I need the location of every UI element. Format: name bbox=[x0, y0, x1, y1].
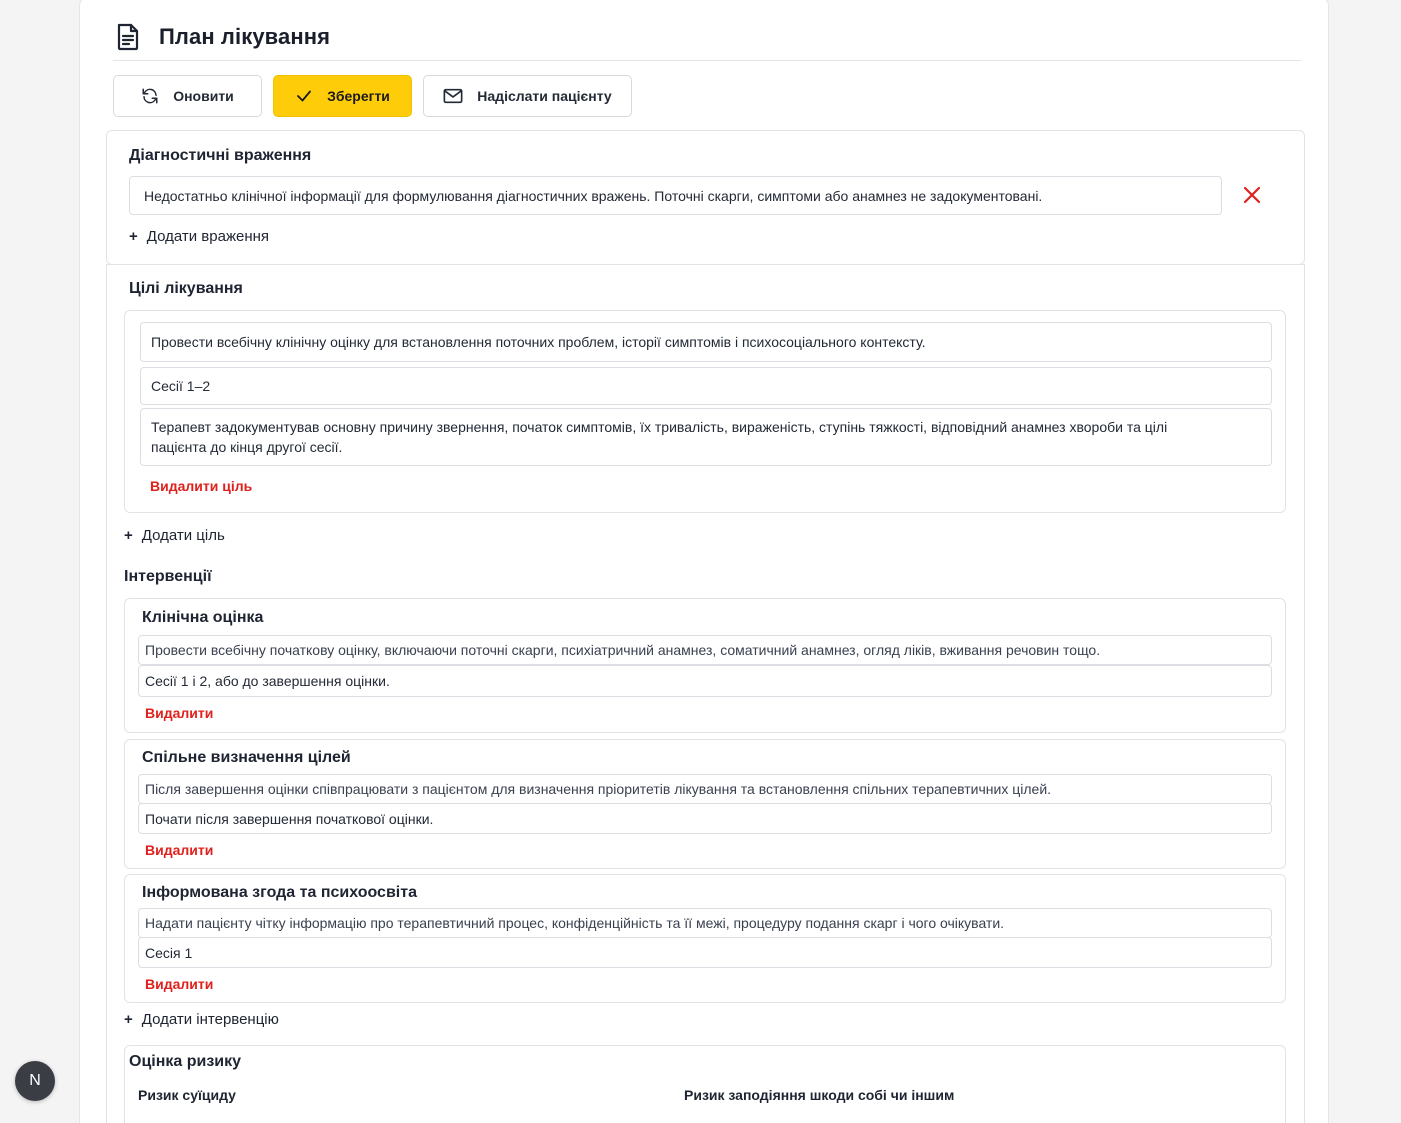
mail-icon bbox=[443, 88, 463, 104]
send-to-patient-button[interactable] bbox=[423, 75, 632, 117]
intervention-timing-field[interactable]: Сесія 1 bbox=[138, 937, 1272, 968]
intervention-name: Інформована згода та психоосвіта bbox=[142, 884, 417, 901]
add-goal-label: Додати ціль bbox=[141, 527, 225, 544]
page-header bbox=[113, 14, 1301, 61]
goal-description-field[interactable]: Провести всебічну клінічну оцінку для встановлення поточних проблем, історії симптомів і психосоціального контексту. bbox=[140, 322, 1272, 362]
interventions-title: Інтервенції bbox=[124, 568, 212, 585]
diagnostic-impression-field[interactable]: Недостатньо клінічної інформації для формулювання діагностичних вражень. Поточні скарги, симптоми або анамнез не задокументовані. bbox=[129, 176, 1222, 215]
save-button[interactable] bbox=[273, 75, 412, 117]
send-button-label: Надіслати пацієнту bbox=[477, 88, 612, 104]
delete-intervention-button[interactable]: Видалити bbox=[145, 705, 214, 721]
delete-goal-button[interactable]: Видалити ціль bbox=[150, 478, 253, 494]
plus-icon: + bbox=[124, 527, 133, 544]
intervention-name: Спільне визначення цілей bbox=[142, 749, 351, 766]
intervention-timing-field[interactable]: Сесії 1 і 2, або до завершення оцінки. bbox=[138, 665, 1272, 697]
add-intervention-label: Додати інтервенцію bbox=[141, 1011, 279, 1028]
add-goal-button[interactable] bbox=[124, 527, 225, 544]
refresh-icon bbox=[141, 87, 159, 105]
risk-card bbox=[124, 1045, 1286, 1123]
delete-intervention-button[interactable]: Видалити bbox=[145, 976, 214, 992]
intervention-description-field[interactable]: Після завершення оцінки співпрацювати з пацієнтом для визначення пріоритетів лікування та встановлення спільних терапевтичних цілей. bbox=[138, 774, 1272, 804]
avatar[interactable]: N bbox=[15, 1061, 55, 1101]
add-impression-button[interactable] bbox=[129, 228, 269, 245]
intervention-timing-field[interactable]: Почати після завершення початкової оцінки. bbox=[138, 803, 1272, 834]
document-icon bbox=[113, 22, 143, 52]
suicide-risk-label: Ризик суїциду bbox=[138, 1087, 236, 1103]
delete-intervention-button[interactable]: Видалити bbox=[145, 842, 214, 858]
add-intervention-button[interactable] bbox=[124, 1011, 279, 1028]
save-button-label: Зберегти bbox=[327, 88, 390, 104]
harm-risk-label: Ризик заподіяння шкоди собі чи іншим bbox=[684, 1087, 955, 1103]
plus-icon: + bbox=[129, 228, 138, 245]
close-icon[interactable] bbox=[1242, 185, 1262, 205]
toolbar bbox=[113, 75, 632, 117]
plus-icon: + bbox=[124, 1011, 133, 1028]
page-title: План лікування bbox=[159, 24, 331, 49]
intervention-description-field[interactable]: Надати пацієнту чітку інформацію про терапевтичний процес, конфіденційність та її межі, процедуру подання скарг і чого очікувати. bbox=[138, 908, 1272, 938]
intervention-description-field[interactable]: Провести всебічну початкову оцінку, включаючи поточні скарги, психіатричний анамнез, соматичний анамнез, огляд ліків, вживання речовин тощо. bbox=[138, 635, 1272, 665]
add-impression-label: Додати враження bbox=[146, 228, 270, 245]
diagnostics-title: Діагностичні враження bbox=[129, 147, 312, 164]
goals-title: Цілі лікування bbox=[129, 280, 243, 297]
check-icon bbox=[295, 87, 313, 105]
risk-title: Оцінка ризику bbox=[129, 1053, 242, 1070]
refresh-button-label: Оновити bbox=[173, 88, 234, 104]
intervention-name: Клінічна оцінка bbox=[142, 609, 264, 626]
goal-timeframe-field[interactable]: Сесії 1–2 bbox=[140, 367, 1272, 405]
refresh-button[interactable] bbox=[113, 75, 262, 117]
goal-criteria-field[interactable]: Терапевт задокументував основну причину звернення, початок симптомів, їх тривалість, вираженість, ступінь тяжкості, відповідний анамнез хвороби та цілі пацієнта до кінця другої сесії. bbox=[140, 408, 1272, 466]
